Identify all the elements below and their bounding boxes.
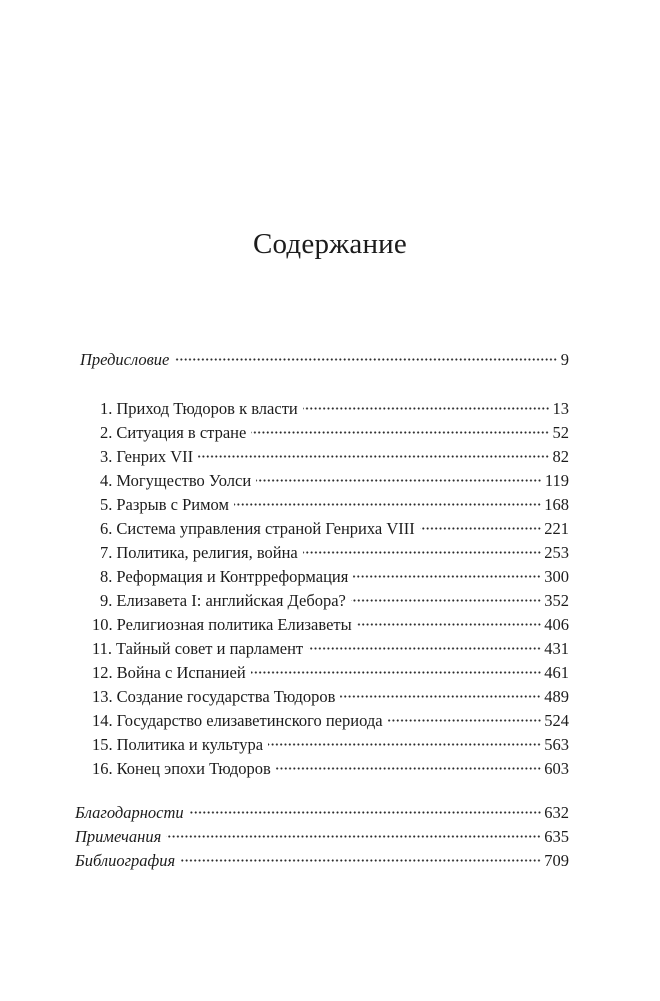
dot-leader (308, 647, 541, 650)
chapter-number: 8. (100, 567, 113, 586)
page-number: 635 (544, 827, 569, 846)
page-number: 119 (544, 471, 569, 490)
entry-title: Государство елизаветинского периода (116, 711, 383, 730)
page-number: 168 (544, 495, 569, 514)
dot-leader (353, 575, 541, 578)
entry-title: Система управления страной Генриха VIII (116, 519, 415, 538)
dot-leader (276, 767, 541, 770)
dot-leader (268, 743, 541, 746)
toc-entry-chapter-10[interactable] (92, 614, 569, 636)
entry-title: Политика, религия, война (116, 543, 298, 562)
dot-leader (251, 671, 542, 674)
page-number: 603 (544, 759, 569, 778)
page-number: 300 (544, 567, 569, 586)
dot-leader (166, 835, 541, 838)
entry-title: Война с Испанией (116, 663, 246, 682)
dot-leader (357, 623, 542, 626)
dot-leader (420, 527, 542, 530)
chapter-number: 5. (100, 495, 113, 514)
toc-entry-chapter-1[interactable] (100, 398, 569, 420)
dot-leader (303, 407, 550, 410)
entry-title: Библиография (75, 851, 176, 870)
toc-entry-chapter-11[interactable] (92, 638, 569, 660)
entry-title: Елизавета I: английская Дебора? (116, 591, 346, 610)
toc-entry-bibliography[interactable] (75, 850, 569, 872)
entry-title: Конец эпохи Тюдоров (116, 759, 271, 778)
toc-entry-chapter-4[interactable] (100, 470, 569, 492)
toc-entry-acknowledgements[interactable] (75, 802, 569, 824)
toc-entry-chapter-5[interactable] (100, 494, 569, 516)
page-number: 352 (544, 591, 569, 610)
page-number: 489 (544, 687, 569, 706)
page-number: 406 (544, 615, 569, 634)
chapter-number: 9. (100, 591, 113, 610)
toc-entry-chapter-13[interactable] (92, 686, 569, 708)
page-number: 709 (544, 851, 569, 870)
dot-leader (351, 599, 541, 602)
dot-leader (256, 479, 542, 482)
chapter-number: 13. (92, 687, 113, 706)
entry-title: Разрыв с Римом (116, 495, 229, 514)
toc-entry-chapter-2[interactable] (100, 422, 569, 444)
page-number: 632 (544, 803, 569, 822)
page-number: 461 (544, 663, 569, 682)
chapter-number: 10. (92, 615, 113, 634)
dot-leader (189, 811, 542, 814)
page-number: 9 (560, 350, 569, 369)
dot-leader (388, 719, 542, 722)
entry-title: Тайный совет и парламент (116, 639, 304, 658)
entry-title: Примечания (75, 827, 162, 846)
toc-entry-chapter-12[interactable] (92, 662, 569, 684)
page-number: 253 (544, 543, 569, 562)
chapter-number: 3. (100, 447, 113, 466)
entry-title: Ситуация в стране (116, 423, 247, 442)
dot-leader (180, 859, 541, 862)
toc-entry-chapter-15[interactable] (92, 734, 569, 756)
chapter-number: 6. (100, 519, 113, 538)
page-number: 52 (552, 423, 569, 442)
toc-entry-preface[interactable] (80, 349, 569, 371)
chapter-number: 12. (92, 663, 113, 682)
chapter-number: 14. (92, 711, 113, 730)
page-title: Содержание (253, 228, 407, 260)
entry-title: Реформация и Контрреформация (116, 567, 349, 586)
entry-title: Создание государства Тюдоров (116, 687, 336, 706)
toc-entry-chapter-9[interactable] (100, 590, 569, 612)
toc-entry-notes[interactable] (75, 826, 569, 848)
entry-title: Религиозная политика Елизаветы (116, 615, 352, 634)
entry-title: Генрих VII (116, 447, 194, 466)
toc-entry-chapter-3[interactable] (100, 446, 569, 468)
chapter-number: 15. (92, 735, 113, 754)
chapter-number: 7. (100, 543, 113, 562)
entry-title: Могущество Уолси (116, 471, 252, 490)
page-number: 82 (552, 447, 569, 466)
chapter-number: 2. (100, 423, 113, 442)
toc-entry-chapter-6[interactable] (100, 518, 569, 540)
dot-leader (234, 503, 541, 506)
dot-leader (198, 455, 549, 458)
page-number: 431 (544, 639, 569, 658)
chapter-number: 1. (100, 399, 113, 418)
page-number: 221 (544, 519, 569, 538)
page-number: 13 (552, 399, 569, 418)
toc-entry-chapter-16[interactable] (92, 758, 569, 780)
dot-leader (303, 551, 541, 554)
chapter-number: 16. (92, 759, 113, 778)
entry-title: Политика и культура (116, 735, 264, 754)
page-number: 524 (544, 711, 569, 730)
entry-title: Приход Тюдоров к власти (116, 399, 298, 418)
dot-leader (174, 358, 557, 361)
entry-title: Благодарности (75, 803, 184, 822)
chapter-number: 4. (100, 471, 113, 490)
dot-leader (251, 431, 549, 434)
page-number: 563 (544, 735, 569, 754)
toc-entry-chapter-8[interactable] (100, 566, 569, 588)
toc-entry-chapter-7[interactable] (100, 542, 569, 564)
chapter-number: 11. (92, 639, 113, 658)
dot-leader (340, 695, 541, 698)
toc-entry-chapter-14[interactable] (92, 710, 569, 732)
entry-title: Предисловие (80, 350, 170, 369)
